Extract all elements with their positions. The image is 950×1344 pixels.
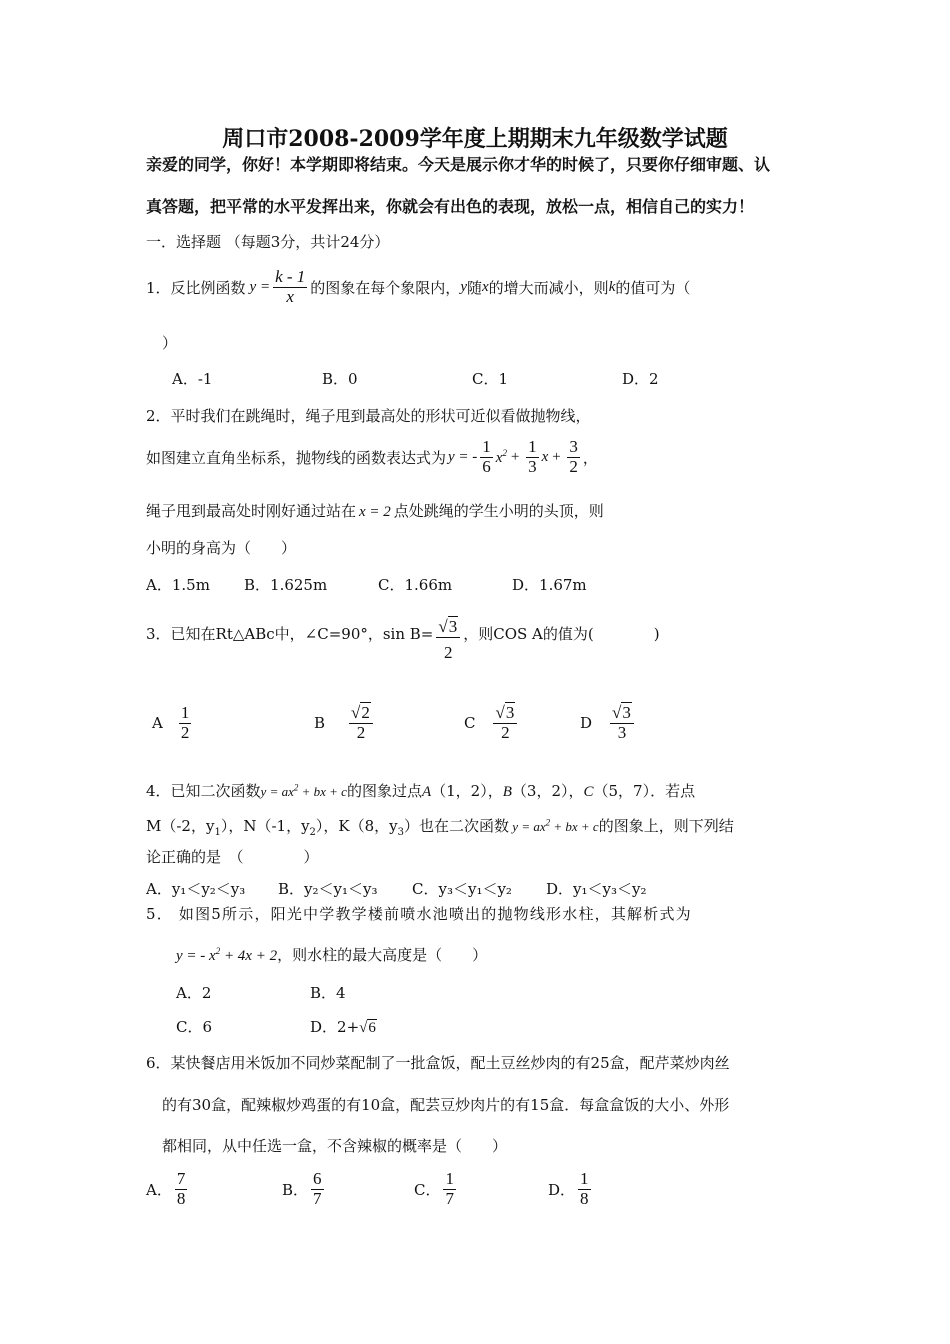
q3-option-a-num: 1	[180, 703, 190, 722]
q6-option-b	[282, 1170, 327, 1208]
q6-option-c-den: 7	[445, 1188, 454, 1208]
q5-line-2: y = - $x^2 + 4x + 2$，则水柱的最大高度是（ ）	[176, 946, 488, 964]
q1-option-a: A．-1	[172, 370, 213, 388]
q6-option-b-label: B．	[282, 1180, 309, 1199]
q3-option-d-label: D	[580, 714, 593, 733]
q1-suffix: 的图象在每个象限内，	[310, 278, 461, 297]
q2-line-2: 如图建立直角坐标系，抛物线的函数表达式为 y = - $\frac{1}{6}$ $x^2$ + $\frac{1}{3}$ x + $\frac{3}{2}$ ，	[146, 437, 598, 476]
q1-var-k: k	[608, 278, 616, 295]
q4-point-c-coord: （5，7）．若点	[593, 782, 696, 800]
q4-point-b: B	[502, 784, 512, 800]
q3-option-c-frac: $\frac{√3}{2}$	[493, 704, 517, 742]
q3-option-d-num: 3	[622, 703, 631, 722]
q6-option-c-label: C．	[414, 1180, 441, 1199]
q3-option-c-den: 2	[501, 722, 510, 742]
q3-option-a-label: A	[152, 714, 163, 733]
q1-option-b: B．0	[322, 370, 358, 388]
q6-option-d-num: 1	[580, 1169, 589, 1188]
q3-option-c-label: C	[464, 714, 476, 733]
q2-line-1: 2．平时我们在跳绳时，绳子甩到最高处的形状可近似看做抛物线，	[146, 407, 591, 425]
q5-line-1: 5． 如图5所示，阳光中学教学楼前喷水池喷出的抛物线形水柱，其解析式为	[146, 905, 692, 923]
q6-option-a-frac	[175, 1170, 188, 1208]
q2-option-a: A．1.5m	[146, 576, 210, 594]
q5-eq-rest: + 4x + 2	[220, 948, 278, 964]
q4-line-1-prefix: 4．已知二次函数	[146, 782, 261, 800]
q6-option-c	[414, 1170, 459, 1208]
q2-plus-1: +	[509, 448, 521, 465]
q2-frac-2	[526, 438, 539, 476]
q2-line-3-eq: x = 2	[359, 504, 391, 520]
q1-close: ）	[162, 334, 178, 352]
q2-option-c: C．1.66m	[378, 576, 453, 594]
q4-line-2-b: ），N（-1，y	[220, 817, 310, 835]
q4-eq-2: y = ax	[512, 819, 546, 834]
q1-frac-den: x	[286, 286, 294, 306]
q2-option-b: B．1.625m	[244, 576, 328, 594]
q5-suffix: ，则水柱的最大高度是（ ）	[277, 946, 488, 964]
q4-option-c: C．y₃＜y₁＜y₂	[412, 880, 512, 898]
q4-line-2: M（-2，$y_1$），N（-1，$y_2$），K（8，$y_3$）也在二次函数 $y = ax^2$ + bx + c的图象上，则下列结	[146, 817, 734, 838]
q1-y-eq: y =	[249, 278, 271, 295]
q5-option-d: D．2+√6	[310, 1018, 376, 1036]
q4-line-2-e: 的图象上，则下列结	[598, 817, 734, 835]
q5-option-c: C．6	[176, 1018, 213, 1036]
question-3	[146, 617, 660, 662]
q6-option-b-num: 6	[313, 1169, 322, 1188]
q1-option-c: C．1	[472, 370, 509, 388]
q2-comma: ，	[582, 448, 598, 467]
q3-option-a-frac	[179, 704, 192, 742]
q1-end: 的值可为（	[615, 278, 691, 297]
q1-mid2: 的增大而减小，则	[488, 278, 609, 297]
q2-line-3-suffix: 点处跳绳的学生小明的头顶，则	[393, 502, 604, 520]
q4-option-b: B．y₂＜y₁＜y₃	[278, 880, 378, 898]
q1-frac-num: k - 1	[275, 267, 306, 286]
q3-option-a-den: 2	[180, 722, 190, 742]
q6-option-c-num: 1	[445, 1169, 454, 1188]
q2-f3-num: 3	[569, 437, 578, 456]
q6-option-a-num: 7	[176, 1169, 186, 1188]
q2-x-sq: x	[495, 449, 503, 466]
q2-line-3	[146, 500, 604, 521]
q1-option-d: D．2	[622, 370, 659, 388]
q3-fraction: $\frac{√3}{2}$	[436, 618, 460, 662]
q3-suffix: ，则COS A的值为( )	[463, 625, 660, 643]
q3-option-b	[314, 704, 376, 742]
q3-option-c-num: 3	[505, 703, 515, 722]
q5-option-d-label: D．2+	[310, 1018, 360, 1036]
q2-eq-y: y = -	[448, 448, 478, 465]
q2-frac-1	[480, 438, 493, 476]
q1-var-x: x	[482, 278, 489, 295]
q4-line-2-a: M（-2，y	[146, 817, 215, 835]
q3-option-d-den: 3	[617, 722, 627, 742]
q6-option-b-frac	[311, 1170, 324, 1208]
q2-f2-den: 3	[528, 456, 537, 476]
q1-mid: 随	[466, 278, 482, 297]
q6-line-1: 6．某快餐店用米饭加不同炒菜配制了一批盒饭，配土豆丝炒肉的有25盒，配芹菜炒肉丝	[146, 1054, 730, 1072]
q6-option-d-label: D．	[548, 1180, 576, 1199]
q3-option-b-num: 2	[361, 703, 370, 722]
q4-line-2-c: ），K（8，y	[315, 817, 398, 835]
q4-line-1-suffix: 的图象过点	[346, 782, 422, 800]
q2-f1-num: 1	[482, 437, 491, 456]
q5-option-a: A．2	[176, 984, 212, 1002]
q5-option-b: B．4	[310, 984, 346, 1002]
question-1	[146, 268, 690, 306]
q4-option-a: A．y₁＜y₂＜y₃	[146, 880, 246, 898]
q2-line-3-prefix: 绳子甩到最高处时刚好通过站在	[146, 502, 357, 520]
q6-option-d-den: 8	[580, 1188, 589, 1208]
q3-frac-num: 3	[448, 617, 458, 636]
q6-option-b-den: 7	[313, 1188, 322, 1208]
q6-option-a-label: A．	[146, 1180, 172, 1199]
q6-option-a-den: 8	[176, 1188, 186, 1208]
q6-option-a	[146, 1170, 190, 1208]
intro-line-1: 亲爱的同学，你好！本学期即将结束。今天是展示你才华的时候了，只要你仔细审题、认	[146, 155, 771, 174]
q4-point-c: C	[583, 784, 594, 800]
section-heading: 一．选择题 （每题3分，共计24分）	[146, 233, 390, 251]
q6-option-d-frac	[578, 1170, 591, 1208]
q4-line-1: 4．已知二次函数$y = ax^2$ + bx + c的图象过点A（1，2），B（3，2），C（5，7）．若点	[146, 782, 696, 800]
q3-option-b-label: B	[314, 714, 326, 733]
q4-point-a: A	[421, 784, 432, 800]
q1-prefix: 1．反比例函数	[146, 278, 246, 297]
q3-prefix: 3．已知在Rt△ABc中，∠C=90°，sin B=	[146, 625, 434, 643]
q1-var-y: y	[460, 278, 467, 295]
q2-option-d: D．1.67m	[512, 576, 587, 594]
q3-frac-den: 2	[444, 642, 453, 662]
q3-option-c	[464, 704, 520, 742]
q5-eq: y = - x	[176, 948, 216, 964]
q3-option-a	[152, 704, 194, 742]
q4-point-b-coord: （3，2），	[511, 782, 584, 800]
q2-plus-2: +	[551, 448, 562, 465]
q1-fraction	[273, 268, 307, 306]
q3-option-b-frac: $\frac{√2}{2}$	[349, 704, 373, 742]
q5-option-d-radicand: 6	[368, 1020, 376, 1036]
q4-line-2-d: ）也在二次函数	[404, 817, 510, 835]
q4-eq-rest-2: + bx + c	[550, 819, 599, 834]
q2-x: x	[541, 448, 549, 465]
q2-frac-3	[567, 438, 580, 476]
q4-eq-rest: + bx + c	[298, 784, 347, 799]
q4-point-a-coord: （1，2），	[431, 782, 503, 800]
q6-line-3: 都相同，从中任选一盒，不含辣椒的概率是（ ）	[162, 1137, 508, 1155]
q2-f2-num: 1	[528, 437, 537, 456]
q6-option-c-frac	[443, 1170, 456, 1208]
q3-option-d	[580, 704, 637, 742]
page-title: 周口市2008-2009学年度上期期末九年级数学试题	[222, 126, 728, 152]
q2-line-2-prefix: 如图建立直角坐标系，抛物线的函数表达式为	[146, 448, 447, 467]
q4-option-d: D．y₁＜y₃＜y₂	[546, 880, 647, 898]
q4-eq: y = ax	[260, 784, 294, 799]
intro-line-2: 真答题，把平常的水平发挥出来，你就会有出色的表现，放松一点，相信自己的实力！	[146, 197, 755, 216]
q2-f1-den: 6	[482, 456, 491, 476]
q3-option-b-den: 2	[356, 722, 366, 742]
q3-option-d-frac: $\frac{√3}{3}$	[610, 704, 634, 742]
q2-line-4: 小明的身高为（ ）	[146, 539, 297, 557]
q6-line-2: 的有30盒，配辣椒炒鸡蛋的有10盒，配芸豆炒肉片的有15盒．每盒盒饭的大小、外形	[162, 1096, 730, 1114]
q6-option-d	[548, 1170, 594, 1208]
q2-f3-den: 2	[569, 456, 578, 476]
q4-line-3: 论正确的是 （ ）	[146, 848, 319, 866]
